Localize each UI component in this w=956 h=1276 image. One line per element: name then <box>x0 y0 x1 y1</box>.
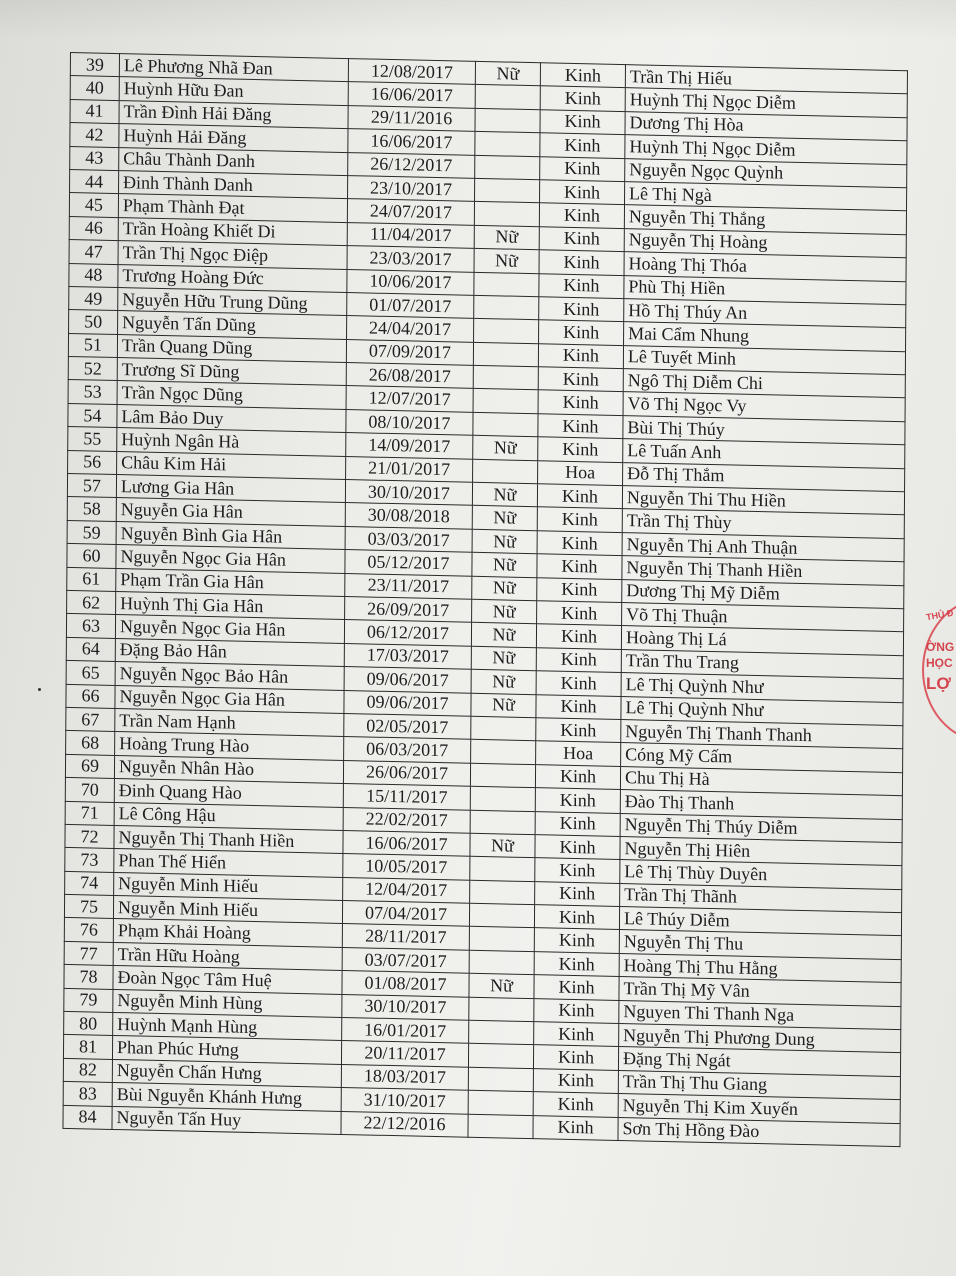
cell-parent-name: Mai Cẩm Nhung <box>624 322 906 352</box>
cell-gender: Nữ <box>469 973 534 998</box>
cell-ethnicity: Kinh <box>537 484 622 509</box>
cell-date-of-birth: 22/12/2016 <box>341 1111 468 1137</box>
cell-ethnicity: Kinh <box>540 133 625 158</box>
cell-student-name: Lê Phương Nhã Đan <box>119 54 348 82</box>
cell-gender <box>469 1020 534 1045</box>
cell-stt: 71 <box>65 801 114 825</box>
cell-stt: 46 <box>69 216 118 240</box>
cell-stt: 70 <box>65 778 114 802</box>
student-list-table-wrap <box>62 52 907 1147</box>
cell-student-name: Nguyễn Chấn Hưng <box>112 1059 341 1087</box>
cell-parent-name: Bùi Thị Thúy <box>623 415 905 445</box>
cell-gender <box>474 295 539 320</box>
cell-gender <box>473 389 538 414</box>
cell-gender <box>473 412 538 437</box>
cell-date-of-birth: 30/10/2017 <box>345 480 472 506</box>
cell-date-of-birth: 30/10/2017 <box>342 994 469 1020</box>
cell-gender <box>475 155 540 180</box>
cell-ethnicity: Kinh <box>533 1068 618 1093</box>
cell-stt: 74 <box>65 871 114 895</box>
cell-gender: Nữ <box>472 599 537 624</box>
cell-stt: 50 <box>69 310 118 334</box>
cell-parent-name: Sơn Thị Hồng Đào <box>618 1117 900 1147</box>
cell-ethnicity: Kinh <box>534 951 619 976</box>
cell-ethnicity: Kinh <box>535 835 620 860</box>
cell-stt: 54 <box>68 403 117 427</box>
cell-gender <box>469 927 534 952</box>
cell-ethnicity: Kinh <box>539 320 624 345</box>
cell-stt: 49 <box>69 286 118 310</box>
cell-stt: 60 <box>67 544 116 568</box>
cell-parent-name: Nguyễn Thị Hiên <box>620 836 902 866</box>
cell-date-of-birth: 26/06/2017 <box>343 760 470 786</box>
cell-stt: 51 <box>68 333 117 357</box>
cell-gender: Nữ <box>471 623 536 648</box>
cell-date-of-birth: 09/06/2017 <box>344 667 471 693</box>
cell-student-name: Huỳnh Mạnh Hùng <box>113 1012 342 1040</box>
cell-student-name: Nguyễn Ngọc Gia Hân <box>115 685 344 713</box>
cell-gender <box>473 459 538 484</box>
cell-stt: 79 <box>64 988 113 1012</box>
cell-stt: 66 <box>66 684 115 708</box>
cell-date-of-birth: 26/09/2017 <box>345 596 472 622</box>
cell-date-of-birth: 16/06/2017 <box>343 830 470 856</box>
cell-student-name: Nguyễn Tấn Dũng <box>118 311 347 339</box>
cell-parent-name: Dương Thị Mỹ Diễm <box>622 579 904 609</box>
cell-ethnicity: Kinh <box>534 975 619 1000</box>
cell-gender: Nữ <box>472 482 537 507</box>
cell-ethnicity: Kinh <box>536 694 621 719</box>
cell-student-name: Huỳnh Thị Gia Hân <box>116 591 345 619</box>
cell-gender <box>470 786 535 811</box>
cell-date-of-birth: 07/04/2017 <box>342 901 469 927</box>
cell-student-name: Huỳnh Hữu Đan <box>119 77 348 105</box>
cell-stt: 80 <box>64 1011 113 1035</box>
cell-gender <box>475 178 540 203</box>
cell-stt: 67 <box>66 707 115 731</box>
cell-gender <box>473 342 538 367</box>
cell-gender <box>468 1114 533 1139</box>
cell-stt: 42 <box>70 123 119 147</box>
cell-date-of-birth: 12/07/2017 <box>346 386 473 412</box>
cell-ethnicity: Kinh <box>533 1045 618 1070</box>
cell-parent-name: Chu Thị Hà <box>620 766 902 796</box>
cell-ethnicity: Kinh <box>537 531 622 556</box>
cell-date-of-birth: 07/09/2017 <box>346 339 473 365</box>
cell-stt: 53 <box>68 380 117 404</box>
cell-ethnicity: Kinh <box>535 811 620 836</box>
cell-parent-name: Trần Thị Thãnh <box>620 883 902 913</box>
cell-ethnicity: Kinh <box>540 86 625 111</box>
cell-gender <box>468 1044 533 1069</box>
cell-stt: 43 <box>70 146 119 170</box>
cell-date-of-birth: 16/06/2017 <box>348 82 475 108</box>
cell-date-of-birth: 01/07/2017 <box>347 292 474 318</box>
cell-student-name: Huỳnh Hải Đăng <box>119 124 348 152</box>
cell-gender: Nữ <box>471 646 536 671</box>
cell-gender: Nữ <box>471 669 536 694</box>
cell-parent-name: Lê Thị Quỳnh Như <box>621 673 903 703</box>
cell-gender <box>468 1090 533 1115</box>
cell-stt: 44 <box>70 169 119 193</box>
cell-student-name: Lương Gia Hân <box>116 475 345 503</box>
cell-gender <box>470 880 535 905</box>
cell-ethnicity: Kinh <box>539 297 624 322</box>
cell-gender <box>473 365 538 390</box>
cell-student-name: Trần Hoàng Khiết Di <box>118 217 347 245</box>
cell-date-of-birth: 29/11/2016 <box>348 105 475 131</box>
cell-ethnicity: Kinh <box>533 1115 618 1140</box>
cell-student-name: Trần Hữu Hoàng <box>113 942 342 970</box>
cell-gender <box>471 740 536 765</box>
cell-parent-name: Nguyễn Thi Thu Hiền <box>622 486 904 516</box>
cell-stt: 82 <box>63 1058 112 1082</box>
cell-parent-name: Nguyễn Thị Anh Thuận <box>622 532 904 562</box>
cell-student-name: Phạm Khải Hoàng <box>113 919 342 947</box>
cell-stt: 48 <box>69 263 118 287</box>
cell-date-of-birth: 01/08/2017 <box>342 971 469 997</box>
cell-date-of-birth: 24/07/2017 <box>347 199 474 225</box>
cell-student-name: Nguyễn Thị Thanh Hiền <box>114 825 343 853</box>
cell-gender: Nữ <box>472 506 537 531</box>
cell-ethnicity: Kinh <box>539 250 624 275</box>
cell-parent-name: Huỳnh Thị Ngọc Diễm <box>625 88 907 118</box>
cell-date-of-birth: 14/09/2017 <box>346 433 473 459</box>
cell-gender <box>475 108 540 133</box>
cell-stt: 47 <box>69 240 118 264</box>
cell-student-name: Đoàn Ngọc Tâm Huệ <box>113 966 342 994</box>
cell-gender: Nữ <box>470 833 535 858</box>
cell-parent-name: Nguyễn Thị Thắng <box>624 205 906 235</box>
cell-student-name: Nguyễn Ngọc Gia Hân <box>116 545 345 573</box>
cell-date-of-birth: 21/01/2017 <box>346 456 473 482</box>
cell-stt: 72 <box>65 824 114 848</box>
cell-student-name: Nguyễn Hữu Trung Dũng <box>118 287 347 315</box>
cell-student-name: Trần Thị Ngọc Điệp <box>118 241 347 269</box>
cell-date-of-birth: 23/11/2017 <box>345 573 472 599</box>
cell-stt: 77 <box>64 941 113 965</box>
cell-stt: 62 <box>67 590 116 614</box>
cell-date-of-birth: 08/10/2017 <box>346 409 473 435</box>
cell-parent-name: Lê Thị Thùy Duyên <box>620 860 902 890</box>
cell-stt: 52 <box>68 357 117 381</box>
cell-ethnicity: Kinh <box>536 647 621 672</box>
cell-gender: Nữ <box>474 225 539 250</box>
cell-gender: Nữ <box>474 248 539 273</box>
cell-ethnicity: Hoa <box>536 741 621 766</box>
cell-student-name: Trương Hoàng Đức <box>118 264 347 292</box>
cell-date-of-birth: 03/03/2017 <box>345 526 472 552</box>
cell-parent-name: Lê Thị Ngà <box>625 182 907 212</box>
cell-parent-name: Trần Thị Thu Giang <box>618 1070 900 1100</box>
cell-student-name: Châu Thành Danh <box>119 147 348 175</box>
cell-ethnicity: Kinh <box>537 554 622 579</box>
cell-student-name: Lâm Bảo Duy <box>117 404 346 432</box>
table-body <box>63 53 907 1147</box>
cell-student-name: Lê Công Hậu <box>114 802 343 830</box>
cell-date-of-birth: 12/08/2017 <box>348 59 475 85</box>
cell-date-of-birth: 20/11/2017 <box>341 1041 468 1067</box>
cell-ethnicity: Kinh <box>537 577 622 602</box>
cell-ethnicity: Kinh <box>535 764 620 789</box>
cell-student-name: Đặng Bảo Hân <box>115 638 344 666</box>
cell-gender: Nữ <box>471 693 536 718</box>
cell-stt: 81 <box>63 1035 112 1059</box>
cell-date-of-birth: 15/11/2017 <box>343 784 470 810</box>
cell-date-of-birth: 09/06/2017 <box>344 690 471 716</box>
cell-parent-name: Trần Thu Trang <box>621 649 903 679</box>
cell-parent-name: Nguyễn Thị Phương Dung <box>619 1024 901 1054</box>
cell-date-of-birth: 16/01/2017 <box>342 1017 469 1043</box>
cell-student-name: Phạm Trần Gia Hân <box>116 568 345 596</box>
stamp-text-3: HỌC <box>926 656 953 670</box>
cell-parent-name: Trần Thị Mỹ Vân <box>619 977 901 1007</box>
cell-ethnicity: Kinh <box>537 601 622 626</box>
cell-student-name: Hoàng Trung Hào <box>115 732 344 760</box>
cell-gender <box>469 903 534 928</box>
cell-parent-name: Hoàng Thị Lá <box>621 626 903 656</box>
cell-parent-name: Nguyễn Thị Hoàng <box>624 228 906 258</box>
cell-student-name: Đinh Thành Danh <box>119 171 348 199</box>
cell-gender <box>475 132 540 157</box>
cell-stt: 68 <box>66 731 115 755</box>
cell-stt: 64 <box>66 637 115 661</box>
cell-student-name: Nguyễn Tấn Huy <box>112 1106 341 1134</box>
cell-parent-name: Đỗ Thị Thắm <box>623 462 905 492</box>
cell-parent-name: Đào Thị Thanh <box>620 790 902 820</box>
cell-gender <box>474 272 539 297</box>
cell-date-of-birth: 26/12/2017 <box>348 152 475 178</box>
cell-student-name: Phan Phúc Hưng <box>112 1036 341 1064</box>
cell-parent-name: Lê Thị Quỳnh Như <box>621 696 903 726</box>
cell-stt: 73 <box>65 848 114 872</box>
cell-parent-name: Đặng Thị Ngát <box>618 1047 900 1077</box>
cell-stt: 56 <box>68 450 117 474</box>
cell-student-name: Nguyễn Gia Hân <box>116 498 345 526</box>
cell-date-of-birth: 02/05/2017 <box>344 713 471 739</box>
cell-gender <box>469 950 534 975</box>
cell-gender <box>474 202 539 227</box>
cell-stt: 78 <box>64 965 113 989</box>
cell-ethnicity: Hoa <box>538 460 623 485</box>
cell-stt: 61 <box>67 567 116 591</box>
cell-parent-name: Ngô Thị Diễm Chi <box>623 369 905 399</box>
cell-student-name: Nguyễn Minh Hiếu <box>113 896 342 924</box>
cell-parent-name: Huỳnh Thị Ngọc Diễm <box>625 135 907 165</box>
cell-ethnicity: Kinh <box>538 367 623 392</box>
cell-stt: 75 <box>64 894 113 918</box>
cell-date-of-birth: 23/03/2017 <box>347 246 474 272</box>
cell-date-of-birth: 23/10/2017 <box>348 176 475 202</box>
cell-ethnicity: Kinh <box>534 1022 619 1047</box>
cell-ethnicity: Kinh <box>538 390 623 415</box>
cell-parent-name: Lê Tuyết Minh <box>623 345 905 375</box>
cell-gender: Nữ <box>475 61 540 86</box>
cell-date-of-birth: 16/06/2017 <box>348 129 475 155</box>
cell-ethnicity: Kinh <box>538 343 623 368</box>
cell-ethnicity: Kinh <box>534 928 619 953</box>
cell-date-of-birth: 11/04/2017 <box>347 222 474 248</box>
cell-parent-name: Hồ Thị Thúy An <box>624 298 906 328</box>
cell-student-name: Phạm Thành Đạt <box>118 194 347 222</box>
cell-stt: 69 <box>65 754 114 778</box>
cell-ethnicity: Kinh <box>533 1092 618 1117</box>
cell-ethnicity: Kinh <box>540 110 625 135</box>
cell-date-of-birth: 18/03/2017 <box>341 1064 468 1090</box>
cell-student-name: Nguyễn Bình Gia Hân <box>116 521 345 549</box>
cell-stt: 45 <box>69 193 118 217</box>
cell-parent-name: Nguyễn Thị Thanh Thanh <box>621 719 903 749</box>
cell-parent-name: Võ Thị Ngọc Vy <box>623 392 905 422</box>
cell-date-of-birth: 06/12/2017 <box>344 620 471 646</box>
cell-student-name: Trương Sĩ Dũng <box>117 358 346 386</box>
stamp-text-2: ỜNG <box>926 640 955 654</box>
cell-ethnicity: Kinh <box>536 718 621 743</box>
cell-date-of-birth: 10/05/2017 <box>343 854 470 880</box>
cell-student-name: Nguyễn Nhân Hào <box>114 755 343 783</box>
cell-ethnicity: Kinh <box>539 273 624 298</box>
cell-ethnicity: Kinh <box>536 624 621 649</box>
cell-student-name: Châu Kim Hải <box>117 451 346 479</box>
cell-parent-name: Phù Thị Hiền <box>624 275 906 305</box>
cell-parent-name: Nguyễn Thị Kim Xuyến <box>618 1094 900 1124</box>
cell-gender <box>470 763 535 788</box>
cell-student-name: Đinh Quang Hào <box>114 779 343 807</box>
cell-parent-name: Cóng Mỹ Cấm <box>621 743 903 773</box>
cell-parent-name: Võ Thị Thuận <box>622 603 904 633</box>
cell-date-of-birth: 05/12/2017 <box>345 550 472 576</box>
cell-ethnicity: Kinh <box>540 63 625 88</box>
cell-parent-name: Trần Thị Hiếu <box>625 65 907 95</box>
cell-stt: 58 <box>67 497 116 521</box>
cell-ethnicity: Kinh <box>535 788 620 813</box>
cell-ethnicity: Kinh <box>534 905 619 930</box>
cell-ethnicity: Kinh <box>538 437 623 462</box>
cell-stt: 57 <box>67 473 116 497</box>
cell-parent-name: Hoàng Thị Thu Hằng <box>619 953 901 983</box>
cell-ethnicity: Kinh <box>540 180 625 205</box>
cell-date-of-birth: 26/08/2017 <box>346 363 473 389</box>
cell-stt: 65 <box>66 661 115 685</box>
ink-dot <box>38 688 41 691</box>
cell-ethnicity: Kinh <box>539 203 624 228</box>
cell-stt: 39 <box>70 53 119 77</box>
cell-date-of-birth: 03/07/2017 <box>342 947 469 973</box>
red-seal-stamp <box>922 598 956 748</box>
cell-student-name: Trần Đình Hải Đăng <box>119 100 348 128</box>
cell-parent-name: Nguyen Thi Thanh Nga <box>619 1000 901 1030</box>
cell-stt: 55 <box>68 427 117 451</box>
cell-parent-name: Nguyễn Thị Thúy Diễm <box>620 813 902 843</box>
cell-ethnicity: Kinh <box>540 156 625 181</box>
cell-ethnicity: Kinh <box>536 671 621 696</box>
cell-parent-name: Lê Tuấn Anh <box>623 439 905 469</box>
cell-ethnicity: Kinh <box>535 881 620 906</box>
cell-parent-name: Nguyễn Thị Thu <box>619 930 901 960</box>
cell-ethnicity: Kinh <box>539 226 624 251</box>
cell-gender <box>468 1067 533 1092</box>
cell-gender <box>470 857 535 882</box>
cell-student-name: Huỳnh Ngân Hà <box>117 428 346 456</box>
cell-student-name: Nguyễn Minh Hùng <box>113 989 342 1017</box>
cell-ethnicity: Kinh <box>537 507 622 532</box>
cell-date-of-birth: 10/06/2017 <box>347 269 474 295</box>
cell-student-name: Trần Ngọc Dũng <box>117 381 346 409</box>
cell-gender <box>471 716 536 741</box>
cell-gender <box>470 810 535 835</box>
cell-date-of-birth: 06/03/2017 <box>344 737 471 763</box>
cell-stt: 40 <box>70 76 119 100</box>
cell-stt: 63 <box>66 614 115 638</box>
stamp-text-4: LỢ <box>926 674 951 693</box>
cell-stt: 84 <box>63 1105 112 1129</box>
cell-date-of-birth: 17/03/2017 <box>344 643 471 669</box>
cell-parent-name: Hoàng Thị Thóa <box>624 252 906 282</box>
cell-student-name: Trần Quang Dũng <box>117 334 346 362</box>
cell-ethnicity: Kinh <box>535 858 620 883</box>
cell-date-of-birth: 28/11/2017 <box>342 924 469 950</box>
cell-stt: 76 <box>64 918 113 942</box>
cell-student-name: Nguyễn Ngọc Gia Hân <box>115 615 344 643</box>
cell-student-name: Phan Thế Hiển <box>114 849 343 877</box>
cell-date-of-birth: 22/02/2017 <box>343 807 470 833</box>
cell-student-name: Bùi Nguyễn Khánh Hưng <box>112 1083 341 1111</box>
cell-parent-name: Dương Thị Hòa <box>625 111 907 141</box>
cell-stt: 83 <box>63 1082 112 1106</box>
cell-parent-name: Lê Thúy Diễm <box>619 907 901 937</box>
cell-ethnicity: Kinh <box>534 998 619 1023</box>
cell-gender <box>469 997 534 1022</box>
cell-student-name: Trần Nam Hạnh <box>115 708 344 736</box>
cell-gender: Nữ <box>472 529 537 554</box>
cell-stt: 41 <box>70 99 119 123</box>
cell-date-of-birth: 12/04/2017 <box>343 877 470 903</box>
cell-student-name: Nguyễn Ngọc Bảo Hân <box>115 662 344 690</box>
cell-gender: Nữ <box>472 576 537 601</box>
cell-gender: Nữ <box>473 436 538 461</box>
cell-parent-name: Trần Thị Thùy <box>622 509 904 539</box>
cell-gender <box>475 85 540 110</box>
cell-parent-name: Nguyễn Thị Thanh Hiền <box>622 556 904 586</box>
cell-stt: 59 <box>67 520 116 544</box>
student-list-table <box>62 52 907 1147</box>
cell-date-of-birth: 31/10/2017 <box>341 1088 468 1114</box>
cell-gender <box>474 319 539 344</box>
cell-date-of-birth: 30/08/2018 <box>345 503 472 529</box>
cell-gender: Nữ <box>472 552 537 577</box>
cell-student-name: Nguyễn Minh Hiếu <box>114 872 343 900</box>
stamp-text-1: THỦ Đ <box>925 607 955 623</box>
cell-parent-name: Nguyễn Ngọc Quỳnh <box>625 158 907 188</box>
cell-ethnicity: Kinh <box>538 414 623 439</box>
cell-date-of-birth: 24/04/2017 <box>347 316 474 342</box>
page-shadow <box>0 0 956 40</box>
